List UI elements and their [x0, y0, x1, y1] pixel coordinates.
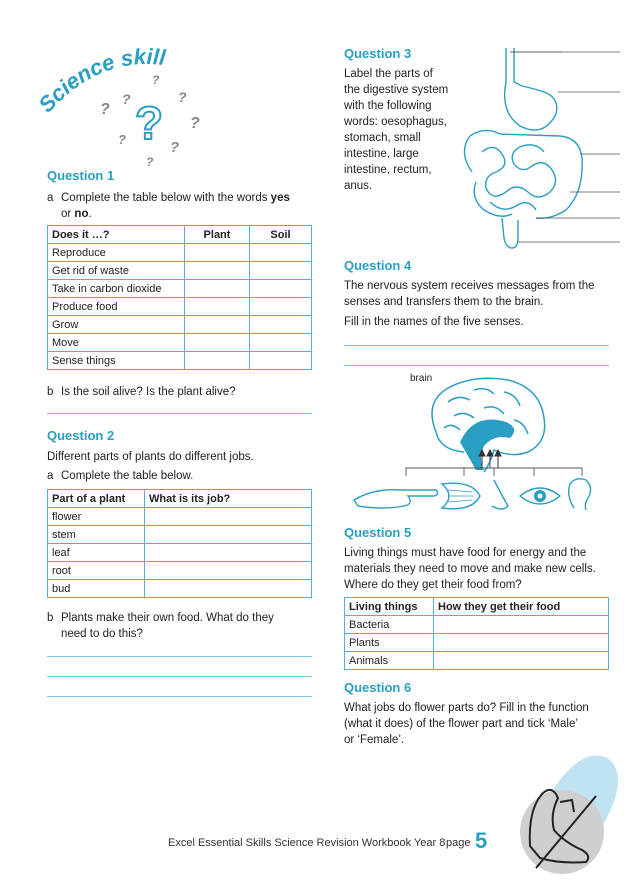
q4-heading: Question 4	[344, 258, 412, 273]
q2-b-text: Plants make their own food. What do they need to do this?	[61, 612, 274, 640]
q4-answer-line[interactable]	[344, 365, 609, 366]
q5-header-living-things: Living things	[345, 598, 434, 616]
q2-header-part: Part of a plant	[48, 490, 145, 508]
q1-soil-cell[interactable]	[250, 244, 312, 262]
q1-plant-cell[interactable]	[185, 352, 250, 370]
q1-b-label: b	[47, 386, 54, 398]
q2-job-cell[interactable]	[145, 562, 312, 580]
brain-senses-icon	[344, 372, 609, 522]
q1-table	[47, 225, 312, 370]
q1-heading: Question 1	[47, 168, 115, 183]
q1-soil-cell[interactable]	[250, 334, 312, 352]
q1-header-does-it: Does it …?	[48, 226, 185, 244]
q1-row-label: Take in carbon dioxide	[48, 280, 185, 298]
q1-row-label: Sense things	[48, 352, 185, 370]
svg-text:?: ?	[178, 89, 187, 105]
q2-row-label: flower	[48, 508, 145, 526]
q2-job-cell[interactable]	[145, 544, 312, 562]
svg-text:?: ?	[135, 97, 164, 149]
q1-soil-cell[interactable]	[250, 316, 312, 334]
q1-row-label: Produce food	[48, 298, 185, 316]
q5-table	[344, 597, 609, 670]
svg-text:?: ?	[146, 155, 154, 169]
q5-row-label: Animals	[345, 652, 434, 670]
q5-text: Living things must have food for energy and the materials they need to move and make new cells. Where do they get their food from?	[344, 547, 596, 591]
q1-row-label: Get rid of waste	[48, 262, 185, 280]
q2-row-label: root	[48, 562, 145, 580]
question-marks-icon	[40, 44, 220, 174]
q5-food-cell[interactable]	[434, 616, 609, 634]
footer-text: Excel Essential Skills Science Revision Workbook Year 8	[168, 837, 446, 849]
q1-row-label: Move	[48, 334, 185, 352]
svg-text:?: ?	[190, 115, 200, 132]
svg-text:?: ?	[152, 73, 160, 87]
brain-label: brain	[410, 373, 433, 384]
q4-instruction: Fill in the names of the five senses.	[344, 316, 524, 328]
q5-food-cell[interactable]	[434, 634, 609, 652]
page-number: 5	[475, 828, 488, 853]
q2-answer-line[interactable]	[47, 676, 312, 677]
q1-row-label: Reproduce	[48, 244, 185, 262]
svg-text:?: ?	[170, 139, 180, 156]
q1-soil-cell[interactable]	[250, 280, 312, 298]
q2-row-label: bud	[48, 580, 145, 598]
q2-b-label: b	[47, 612, 54, 624]
corner-decoration	[500, 750, 640, 878]
svg-text:?: ?	[118, 132, 126, 147]
q2-row-label: stem	[48, 526, 145, 544]
q2-job-cell[interactable]	[145, 526, 312, 544]
q6-heading: Question 6	[344, 680, 412, 695]
q2-a-text: Complete the table below.	[61, 470, 194, 482]
q1-plant-cell[interactable]	[185, 262, 250, 280]
q2-table	[47, 489, 312, 598]
q4-text: The nervous system receives messages from the senses and transfers them to the brain.	[344, 280, 595, 308]
q5-food-cell[interactable]	[434, 652, 609, 670]
q5-header-food: How they get their food	[434, 598, 609, 616]
footer-page-word: page	[446, 837, 471, 849]
q1-plant-cell[interactable]	[185, 316, 250, 334]
q2-heading: Question 2	[47, 428, 115, 443]
digestive-system-diagram	[440, 42, 620, 256]
q1-header-plant: Plant	[185, 226, 250, 244]
q1-soil-cell[interactable]	[250, 298, 312, 316]
q1-plant-cell[interactable]	[185, 334, 250, 352]
nervous-system-diagram	[344, 372, 609, 522]
q6-text: What jobs do flower parts do? Fill in the function (what it does) of the flower part and tick ‘Male’ or ‘Female’.	[344, 702, 589, 746]
digestive-system-icon	[440, 42, 620, 256]
q2-header-job: What is its job?	[145, 490, 312, 508]
svg-text:?: ?	[122, 91, 131, 107]
q1-a-label: a	[47, 192, 54, 204]
q2-intro: Different parts of plants do different jobs.	[47, 451, 254, 463]
q5-row-label: Bacteria	[345, 616, 434, 634]
q5-heading: Question 5	[344, 525, 412, 540]
science-skills-logo	[40, 44, 220, 174]
q1-a-text: Complete the table below with the words yes or no.	[61, 192, 290, 220]
q3-heading: Question 3	[344, 46, 412, 61]
q2-a-label: a	[47, 470, 54, 482]
svg-text:?: ?	[100, 101, 110, 118]
q5-row-label: Plants	[345, 634, 434, 652]
q1-plant-cell[interactable]	[185, 280, 250, 298]
q2-answer-line[interactable]	[47, 696, 312, 697]
q1-header-soil: Soil	[250, 226, 312, 244]
q1-row-label: Grow	[48, 316, 185, 334]
q1-b-text: Is the soil alive? Is the plant alive?	[61, 386, 236, 398]
q2-job-cell[interactable]	[145, 508, 312, 526]
q1-soil-cell[interactable]	[250, 352, 312, 370]
q1-answer-line[interactable]	[47, 413, 312, 414]
q1-soil-cell[interactable]	[250, 262, 312, 280]
q1-plant-cell[interactable]	[185, 298, 250, 316]
q2-answer-line[interactable]	[47, 656, 312, 657]
q4-answer-line[interactable]	[344, 345, 609, 346]
q2-row-label: leaf	[48, 544, 145, 562]
q2-job-cell[interactable]	[145, 580, 312, 598]
q3-text: Label the parts of the digestive system with the following words: oesophagus, stomach, small intestine, large intestine, rectum, anus.	[344, 68, 449, 192]
banner-title: cience skill	[44, 44, 167, 107]
q1-plant-cell[interactable]	[185, 244, 250, 262]
leaf-decoration-icon	[500, 750, 640, 878]
